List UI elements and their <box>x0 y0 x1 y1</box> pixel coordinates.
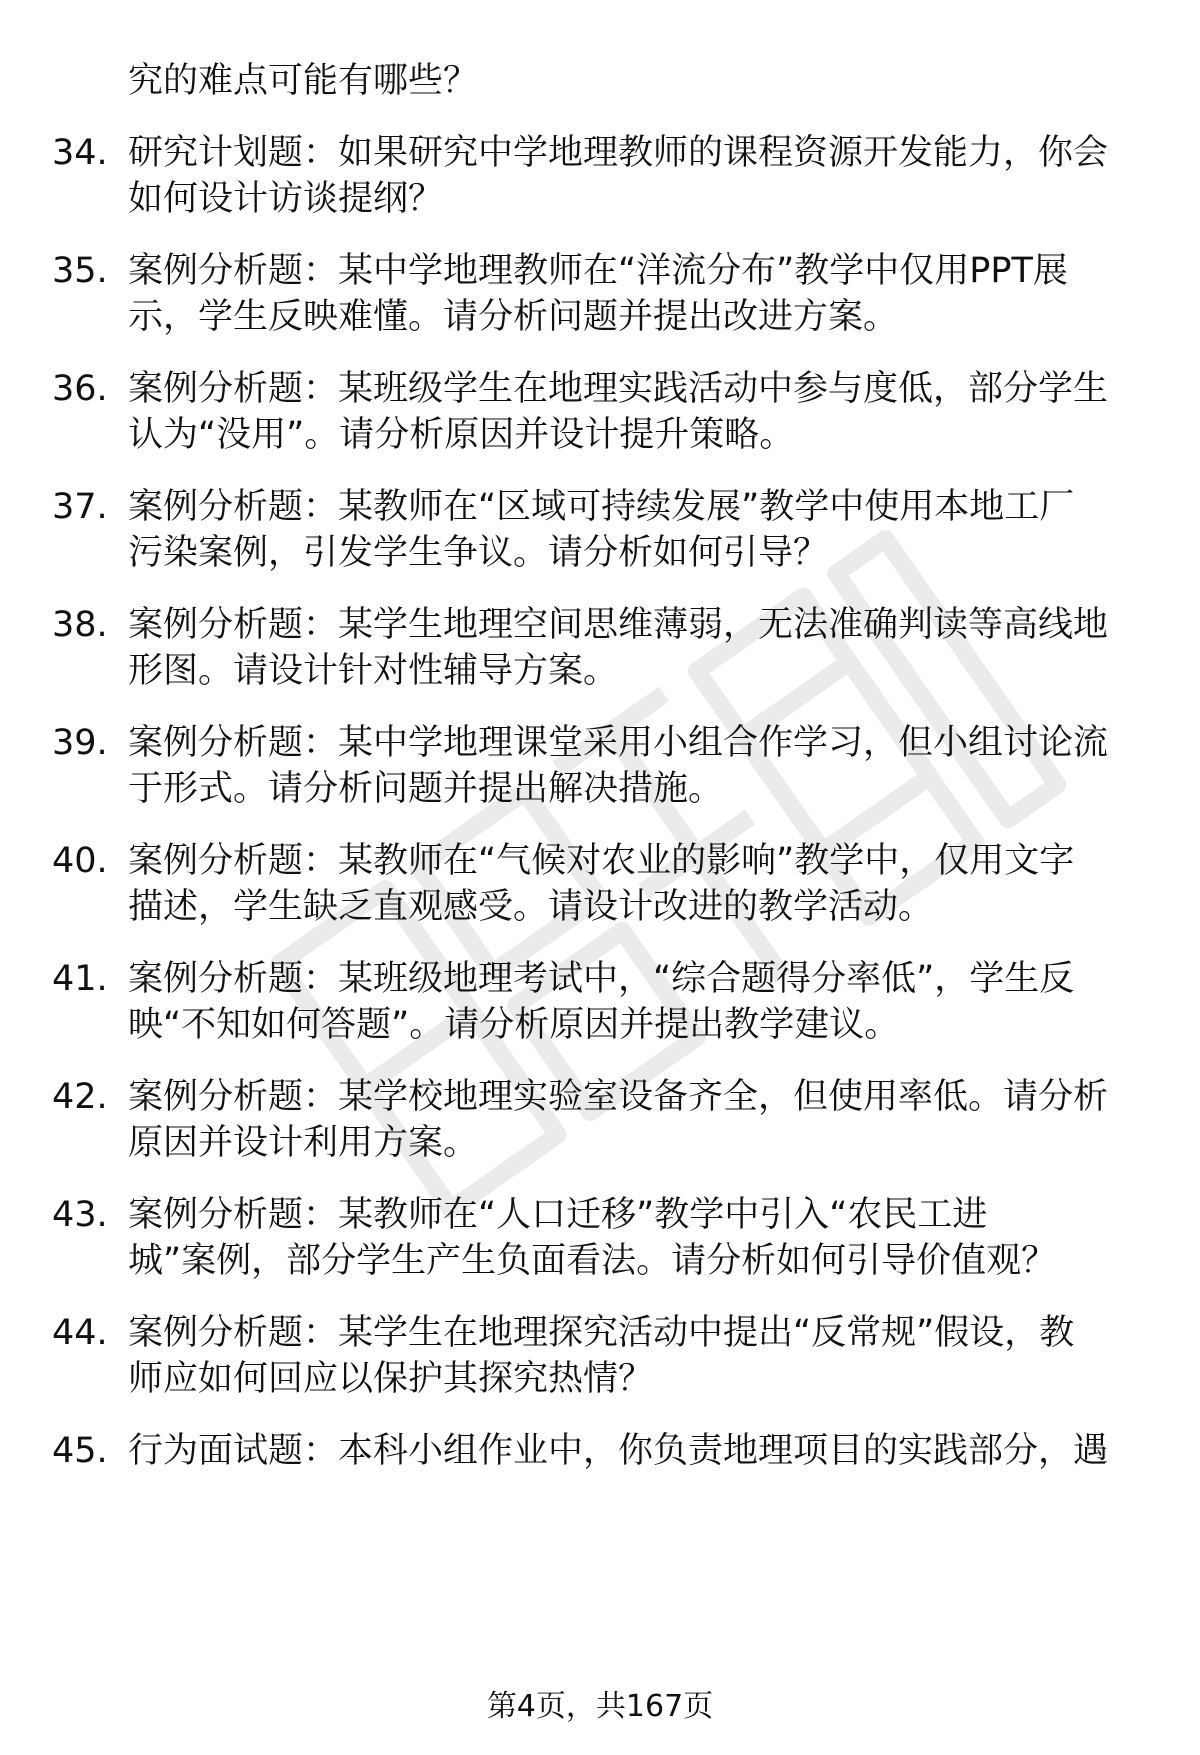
question-text <box>128 956 1158 1048</box>
question-text <box>128 248 1158 340</box>
question-line: 案例分析题：某中学地理教师在“洋流分布”教学中仅用PPT展 <box>128 251 1068 291</box>
question-line: 案例分析题：某教师在“人口迁移”教学中引入“农民工进 <box>128 1195 988 1235</box>
question-line: 案例分析题：某学生地理空间思维薄弱，无法准确判读等高线地 <box>128 605 1109 645</box>
question-number: 36. <box>52 369 108 409</box>
question-number: 34. <box>52 133 108 173</box>
question-line: 示，学生反映难懂。请分析问题并提出改进方案。 <box>128 297 899 337</box>
question-line: 研究计划题：如果研究中学地理教师的课程资源开发能力，你会 <box>128 133 1109 173</box>
question-text <box>128 366 1158 458</box>
question-number: 45. <box>52 1431 108 1471</box>
question-number: 44. <box>52 1313 108 1353</box>
question-line: 于形式。请分析问题并提出解决措施。 <box>128 769 724 809</box>
question-line: 如何设计访谈提纲？ <box>128 179 444 219</box>
question-line: 师应如何回应以保护其探究热情？ <box>128 1359 654 1399</box>
question-number: 43. <box>52 1195 108 1235</box>
question-line: 认为“没用”。请分析原因并设计提升策略。 <box>128 415 795 455</box>
question-number: 40. <box>52 841 108 881</box>
question-text <box>128 602 1158 694</box>
question-line: 案例分析题：某学生在地理探究活动中提出“反常规”假设，教 <box>128 1313 1075 1353</box>
question-line: 案例分析题：某中学地理课堂采用小组合作学习，但小组讨论流 <box>128 723 1109 763</box>
question-number: 35. <box>52 251 108 291</box>
question-number: 37. <box>52 487 108 527</box>
question-text <box>128 838 1158 930</box>
question-line: 映“不知如何答题”。请分析原因并提出教学建议。 <box>128 1005 900 1045</box>
question-line: 描述，学生缺乏直观感受。请设计改进的教学活动。 <box>128 887 934 927</box>
question-line: 案例分析题：某学校地理实验室设备齐全，但使用率低。请分析 <box>128 1077 1109 1117</box>
question-number: 41. <box>52 959 108 999</box>
question-text <box>128 1310 1158 1402</box>
question-text <box>128 1074 1158 1166</box>
question-text <box>128 1192 1158 1284</box>
question-number: 39. <box>52 723 108 763</box>
question-text <box>128 484 1158 576</box>
question-text <box>128 1428 1158 1474</box>
question-line: 案例分析题：某教师在“区域可持续发展”教学中使用本地工厂 <box>128 487 1075 527</box>
continued-question-text: 究的难点可能有哪些？ <box>128 61 479 101</box>
question-line: 案例分析题：某教师在“气候对农业的影响”教学中，仅用文字 <box>128 841 1075 881</box>
question-line: 原因并设计利用方案。 <box>128 1123 479 1163</box>
question-number: 38. <box>52 605 108 645</box>
question-text <box>128 130 1158 222</box>
question-text <box>128 720 1158 812</box>
question-number: 42. <box>52 1077 108 1117</box>
question-line: 形图。请设计针对性辅导方案。 <box>128 651 619 691</box>
question-line: 行为面试题：本科小组作业中，你负责地理项目的实践部分，遇 <box>128 1431 1109 1471</box>
question-line: 污染案例，引发学生争议。请分析如何引导？ <box>128 533 829 573</box>
question-line: 案例分析题：某班级学生在地理实践活动中参与度低，部分学生 <box>128 369 1109 409</box>
question-line: 案例分析题：某班级地理考试中，“综合题得分率低”，学生反 <box>128 959 1075 999</box>
question-line: 城”案例，部分学生产生负面看法。请分析如何引导价值观？ <box>128 1241 1057 1281</box>
page-footer: 第4页，共167页 <box>486 1689 714 1724</box>
